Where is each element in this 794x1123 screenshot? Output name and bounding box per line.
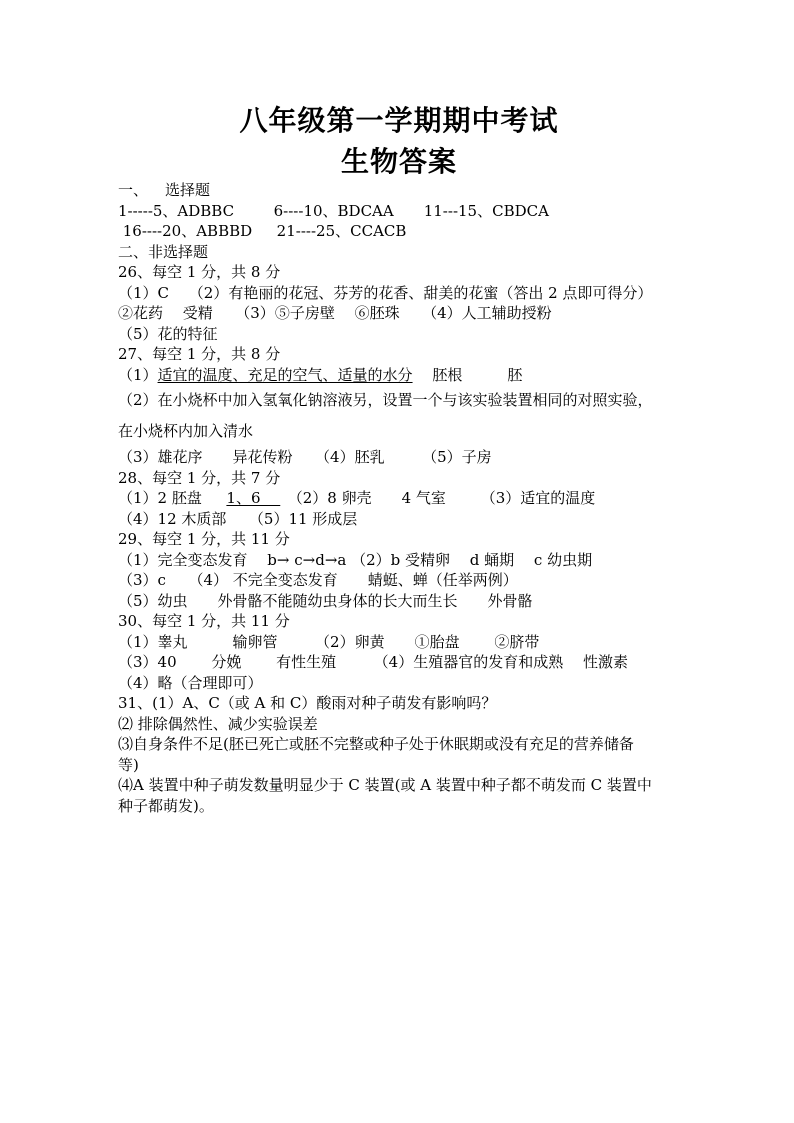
q31-line-1: ⑵ 排除偶然性、减少实验误差 xyxy=(118,714,318,733)
q27-line-2b: 在小烧杯内加入清水 xyxy=(118,422,254,440)
q29-heading: 29、每空 1 分，共 11 分 xyxy=(118,530,290,548)
q31-line-2: ⑶自身条件不足(胚已死亡或胚不完整或种子处于休眠期或没有充足的营养储备 xyxy=(118,735,634,753)
choice-answers-row-1: 1-----5、ADBBC 6----10、BDCAA 11---15、CBDCA xyxy=(118,201,549,220)
q28-line-1-prefix: （1）2 胚盘 xyxy=(118,489,227,507)
answer-content xyxy=(118,180,678,816)
q30-line-1: （1）睾丸 输卵管 （2）卵黄 ①胎盘 ②脐带 xyxy=(118,632,540,651)
q29-line-2: （3）c （4） 不完全变态发育 蜻蜓、蝉（任举两例） xyxy=(118,571,518,589)
section-heading-non-choice: 二、非选择题 xyxy=(118,242,209,261)
exam-title: 八年级第一学期期中考试 xyxy=(239,104,559,137)
q31-line-3: ⑷A 装置中种子萌发数量明显少于 C 装置(或 A 装置中种子都不萌发而 C 装置中 xyxy=(118,776,652,794)
q28-line-1-suffix: （2）8 卵壳 4 气室 （3）适宜的温度 xyxy=(280,489,596,507)
q30-line-3: （4）略（合理即可） xyxy=(118,673,263,692)
q26-line-1: （1）C （2）有艳丽的花冠、芬芳的花香、甜美的花蜜（答出 2 点即可得分） xyxy=(118,283,653,302)
q28-heading: 28、每空 1 分，共 7 分 xyxy=(118,468,281,487)
q29-line-1: （1）完全变态发育 b→ c→d→a （2）b 受精卵 d 蛹期 c 幼虫期 xyxy=(118,550,593,569)
q27-line-3: （3）雄花序 异花传粉 （4）胚乳 （5）子房 xyxy=(118,448,492,466)
q27-line-1-prefix: （1） xyxy=(118,365,158,384)
q31-heading: 31、(1）A、C（或 A 和 C）酸雨对种子萌发有影响吗？ xyxy=(118,694,497,712)
q30-heading: 30、每空 1 分，共 11 分 xyxy=(118,612,290,630)
choice-answers-row-2: 16----20、ABBBD 21----25、CCACB xyxy=(118,222,407,240)
q26-line-3: （5）花的特征 xyxy=(118,324,218,343)
q27-underlined-answer: 适宜的温度、充足的空气、适量的水分 xyxy=(157,365,413,384)
exam-subtitle: 生物答案 xyxy=(340,145,457,178)
q27-line-1-suffix: 胚根 胚 xyxy=(412,365,523,384)
q29-line-3: （5）幼虫 外骨骼不能随幼虫身体的长大而生长 外骨骼 xyxy=(118,591,533,610)
q31-line-3-cont: 种子都萌发)。 xyxy=(118,796,214,815)
q28-line-1 xyxy=(118,488,678,509)
q31-line-2-cont: 等) xyxy=(118,755,139,774)
q28-line-2: （4）12 木质部 （5）11 形成层 xyxy=(118,509,358,528)
q30-line-2: （3）40 分娩 有性生殖 （4）生殖器官的发育和成熟 性激素 xyxy=(118,653,628,671)
q28-underlined-answer: 1、6 xyxy=(226,489,281,507)
section-heading-choice: 一、 选择题 xyxy=(118,181,211,199)
q26-line-2: ②花药 受精 （3）⑤子房壁 ⑥胚珠 （4）人工辅助授粉 xyxy=(118,304,552,322)
q27-line-1 xyxy=(118,365,678,386)
q27-heading: 27、每空 1 分，共 8 分 xyxy=(118,345,281,363)
q27-line-2a: （2）在小烧杯中加入氢氧化钠溶液另，设置一个与该实验装置相同的对照实验， xyxy=(118,391,653,409)
q26-heading: 26、每空 1 分，共 8 分 xyxy=(118,263,281,281)
